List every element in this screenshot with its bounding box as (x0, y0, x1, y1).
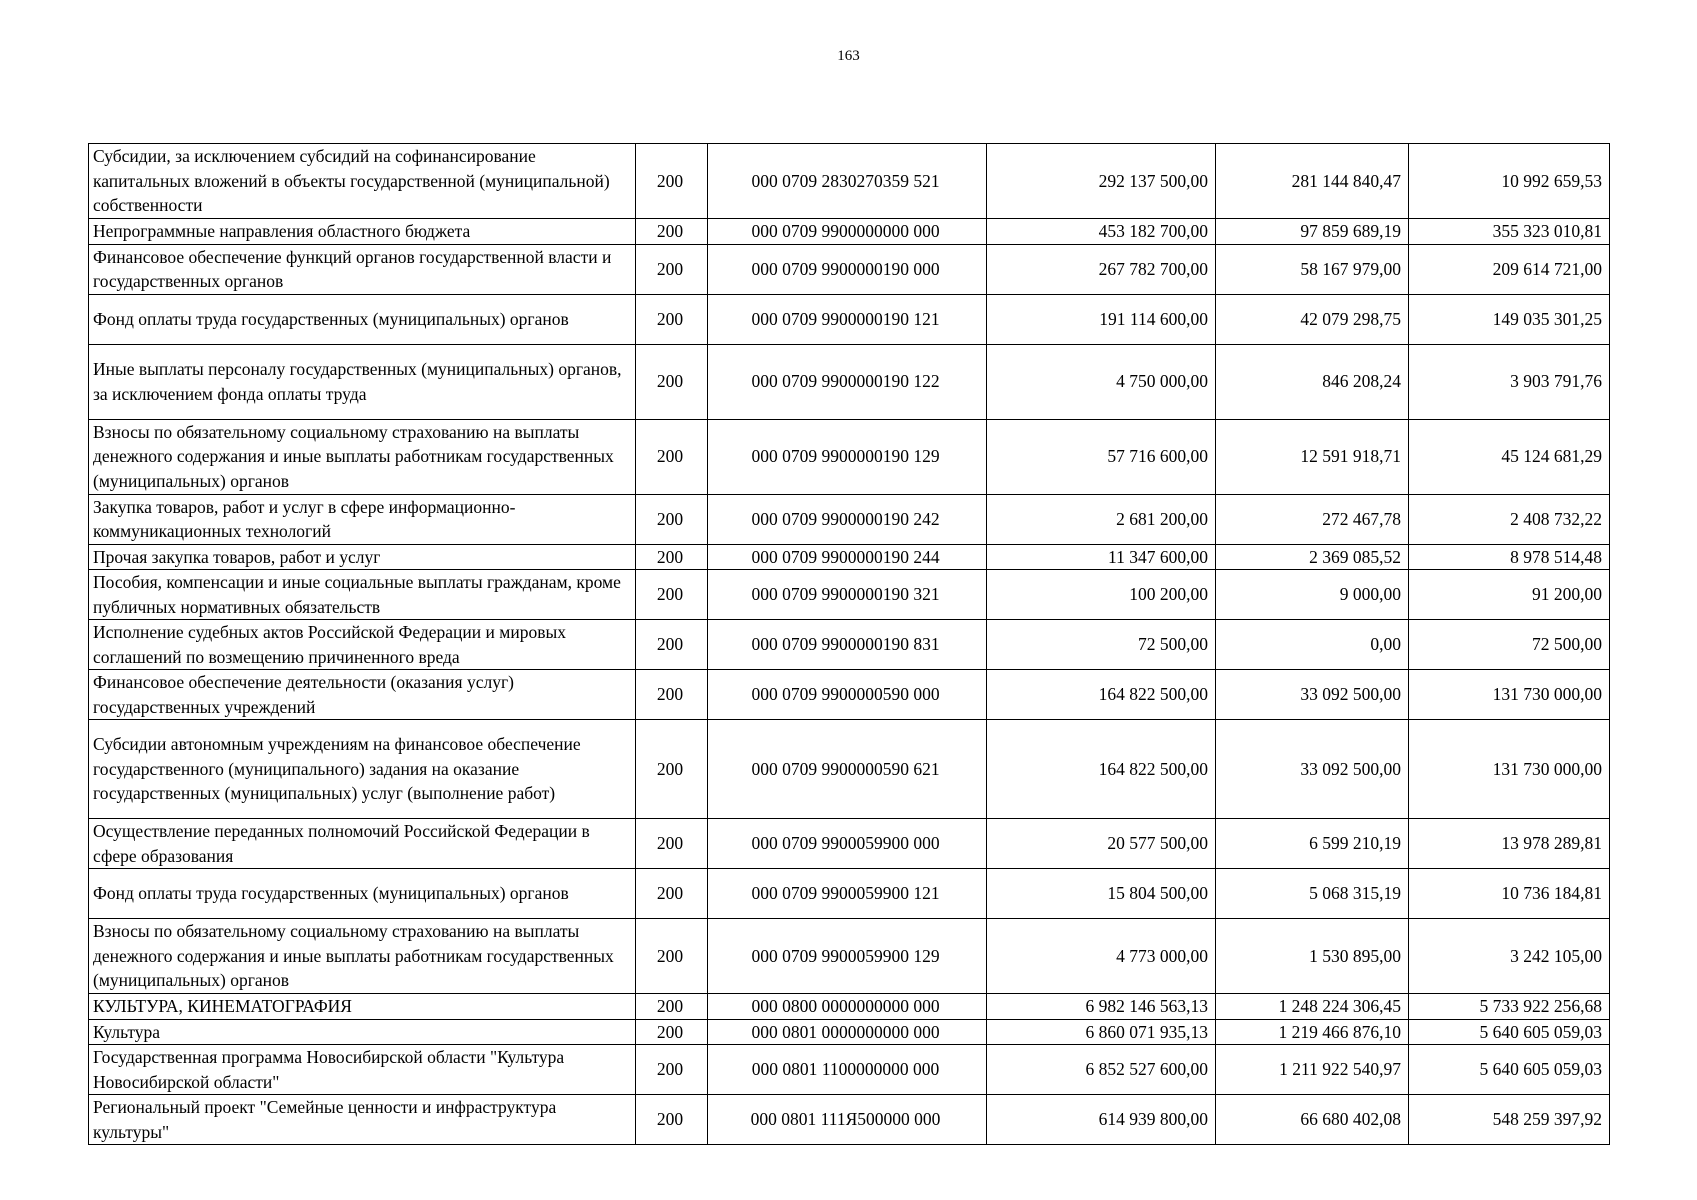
row-planned: 292 137 500,00 (987, 144, 1216, 219)
row-remaining: 10 736 184,81 (1409, 869, 1610, 919)
table-row (89, 419, 1610, 494)
row-remaining: 5 640 605 059,03 (1409, 1019, 1610, 1045)
row-remaining: 13 978 289,81 (1409, 819, 1610, 869)
row-executed: 1 530 895,00 (1216, 919, 1409, 994)
row-kbk: 000 0709 9900000190 244 (708, 544, 987, 570)
row-remaining: 45 124 681,29 (1409, 419, 1610, 494)
row-planned: 614 939 800,00 (987, 1095, 1216, 1145)
row-kbk: 000 0709 9900000000 000 (708, 219, 987, 245)
row-remaining: 149 035 301,25 (1409, 294, 1610, 344)
row-code: 200 (636, 670, 708, 720)
row-executed: 66 680 402,08 (1216, 1095, 1409, 1145)
row-name: Осуществление переданных полномочий Российской Федерации в сфере образования (89, 819, 636, 869)
row-code: 200 (636, 1019, 708, 1045)
row-name: Пособия, компенсации и иные социальные выплаты гражданам, кроме публичных нормативных обязательств (89, 570, 636, 620)
row-name: Субсидии автономным учреждениям на финансовое обеспечение государственного (муниципального) задания на оказание государственных (муниципальных) услуг (выполнение работ) (89, 720, 636, 819)
row-name: Субсидии, за исключением субсидий на софинансирование капитальных вложений в объекты государственной (муниципальной) собственности (89, 144, 636, 219)
row-remaining: 3 903 791,76 (1409, 344, 1610, 419)
row-kbk: 000 0709 9900059900 129 (708, 919, 987, 994)
row-kbk: 000 0801 1100000000 000 (708, 1045, 987, 1095)
row-kbk: 000 0709 9900000590 000 (708, 670, 987, 720)
row-executed: 281 144 840,47 (1216, 144, 1409, 219)
row-name: Закупка товаров, работ и услуг в сфере информационно-коммуникационных технологий (89, 494, 636, 544)
row-kbk: 000 0801 0000000000 000 (708, 1019, 987, 1045)
row-code: 200 (636, 494, 708, 544)
row-planned: 72 500,00 (987, 620, 1216, 670)
row-executed: 0,00 (1216, 620, 1409, 670)
row-code: 200 (636, 919, 708, 994)
row-planned: 57 716 600,00 (987, 419, 1216, 494)
row-executed: 33 092 500,00 (1216, 720, 1409, 819)
table-row (89, 494, 1610, 544)
row-code: 200 (636, 1095, 708, 1145)
row-name: Культура (89, 1019, 636, 1045)
row-executed: 5 068 315,19 (1216, 869, 1409, 919)
row-planned: 191 114 600,00 (987, 294, 1216, 344)
row-remaining: 91 200,00 (1409, 570, 1610, 620)
table-row (89, 819, 1610, 869)
table-row (89, 670, 1610, 720)
row-code: 200 (636, 720, 708, 819)
table-row (89, 994, 1610, 1020)
row-name: Финансовое обеспечение деятельности (оказания услуг) государственных учреждений (89, 670, 636, 720)
table-row (89, 144, 1610, 219)
row-planned: 2 681 200,00 (987, 494, 1216, 544)
row-executed: 97 859 689,19 (1216, 219, 1409, 245)
table-row (89, 869, 1610, 919)
row-code: 200 (636, 570, 708, 620)
row-remaining: 2 408 732,22 (1409, 494, 1610, 544)
table-row (89, 620, 1610, 670)
row-planned: 164 822 500,00 (987, 720, 1216, 819)
row-name: Фонд оплаты труда государственных (муниципальных) органов (89, 869, 636, 919)
row-kbk: 000 0709 9900000190 122 (708, 344, 987, 419)
row-code: 200 (636, 344, 708, 419)
row-remaining: 5 733 922 256,68 (1409, 994, 1610, 1020)
row-remaining: 5 640 605 059,03 (1409, 1045, 1610, 1095)
row-code: 200 (636, 869, 708, 919)
row-code: 200 (636, 620, 708, 670)
table-row (89, 919, 1610, 994)
row-planned: 267 782 700,00 (987, 244, 1216, 294)
table-row (89, 1095, 1610, 1145)
row-kbk: 000 0709 9900000190 000 (708, 244, 987, 294)
row-kbk: 000 0800 0000000000 000 (708, 994, 987, 1020)
row-planned: 6 982 146 563,13 (987, 994, 1216, 1020)
row-code: 200 (636, 244, 708, 294)
row-code: 200 (636, 1045, 708, 1095)
row-planned: 4 750 000,00 (987, 344, 1216, 419)
row-kbk: 000 0709 9900000190 121 (708, 294, 987, 344)
row-code: 200 (636, 144, 708, 219)
row-planned: 453 182 700,00 (987, 219, 1216, 245)
row-name: Государственная программа Новосибирской области "Культура Новосибирской области" (89, 1045, 636, 1095)
row-kbk: 000 0709 2830270359 521 (708, 144, 987, 219)
row-kbk: 000 0709 9900000190 129 (708, 419, 987, 494)
row-remaining: 548 259 397,92 (1409, 1095, 1610, 1145)
row-kbk: 000 0709 9900059900 121 (708, 869, 987, 919)
row-code: 200 (636, 994, 708, 1020)
row-kbk: 000 0709 9900000190 831 (708, 620, 987, 670)
row-planned: 6 852 527 600,00 (987, 1045, 1216, 1095)
row-name: Фонд оплаты труда государственных (муниципальных) органов (89, 294, 636, 344)
row-executed: 272 467,78 (1216, 494, 1409, 544)
row-planned: 6 860 071 935,13 (987, 1019, 1216, 1045)
table-row (89, 544, 1610, 570)
row-name: Взносы по обязательному социальному страхованию на выплаты денежного содержания и иные выплаты работникам государственных (муниципальных) органов (89, 919, 636, 994)
row-remaining: 8 978 514,48 (1409, 544, 1610, 570)
table-row (89, 570, 1610, 620)
table-row (89, 344, 1610, 419)
row-executed: 9 000,00 (1216, 570, 1409, 620)
table-row (89, 294, 1610, 344)
row-code: 200 (636, 219, 708, 245)
row-planned: 164 822 500,00 (987, 670, 1216, 720)
page-number: 163 (837, 48, 860, 64)
row-name: Непрограммные направления областного бюджета (89, 219, 636, 245)
row-remaining: 209 614 721,00 (1409, 244, 1610, 294)
row-name: Финансовое обеспечение функций органов государственной власти и государственных органов (89, 244, 636, 294)
row-kbk: 000 0709 9900059900 000 (708, 819, 987, 869)
row-executed: 1 248 224 306,45 (1216, 994, 1409, 1020)
row-executed: 12 591 918,71 (1216, 419, 1409, 494)
row-name: Иные выплаты персоналу государственных (муниципальных) органов, за исключением фонда оплаты труда (89, 344, 636, 419)
table-row (89, 244, 1610, 294)
row-kbk: 000 0709 9900000590 621 (708, 720, 987, 819)
row-executed: 58 167 979,00 (1216, 244, 1409, 294)
row-planned: 4 773 000,00 (987, 919, 1216, 994)
row-executed: 846 208,24 (1216, 344, 1409, 419)
row-planned: 20 577 500,00 (987, 819, 1216, 869)
row-remaining: 10 992 659,53 (1409, 144, 1610, 219)
row-remaining: 131 730 000,00 (1409, 720, 1610, 819)
row-executed: 2 369 085,52 (1216, 544, 1409, 570)
row-planned: 15 804 500,00 (987, 869, 1216, 919)
row-executed: 6 599 210,19 (1216, 819, 1409, 869)
row-planned: 11 347 600,00 (987, 544, 1216, 570)
row-code: 200 (636, 544, 708, 570)
row-code: 200 (636, 294, 708, 344)
row-kbk: 000 0709 9900000190 242 (708, 494, 987, 544)
row-name: Взносы по обязательному социальному страхованию на выплаты денежного содержания и иные выплаты работникам государственных (муниципальных) органов (89, 419, 636, 494)
row-remaining: 3 242 105,00 (1409, 919, 1610, 994)
table-row (89, 1045, 1610, 1095)
row-name: Региональный проект "Семейные ценности и инфраструктура культуры" (89, 1095, 636, 1145)
row-name: Прочая закупка товаров, работ и услуг (89, 544, 636, 570)
row-remaining: 72 500,00 (1409, 620, 1610, 670)
row-executed: 1 219 466 876,10 (1216, 1019, 1409, 1045)
row-kbk: 000 0801 111Я500000 000 (708, 1095, 987, 1145)
row-planned: 100 200,00 (987, 570, 1216, 620)
row-name: КУЛЬТУРА, КИНЕМАТОГРАФИЯ (89, 994, 636, 1020)
row-executed: 1 211 922 540,97 (1216, 1045, 1409, 1095)
row-remaining: 131 730 000,00 (1409, 670, 1610, 720)
budget-table (88, 143, 1610, 1145)
row-kbk: 000 0709 9900000190 321 (708, 570, 987, 620)
table-row (89, 720, 1610, 819)
row-code: 200 (636, 419, 708, 494)
row-name: Исполнение судебных актов Российской Федерации и мировых соглашений по возмещению причиненного вреда (89, 620, 636, 670)
row-remaining: 355 323 010,81 (1409, 219, 1610, 245)
table-row (89, 1019, 1610, 1045)
row-executed: 42 079 298,75 (1216, 294, 1409, 344)
row-code: 200 (636, 819, 708, 869)
table-row (89, 219, 1610, 245)
row-executed: 33 092 500,00 (1216, 670, 1409, 720)
